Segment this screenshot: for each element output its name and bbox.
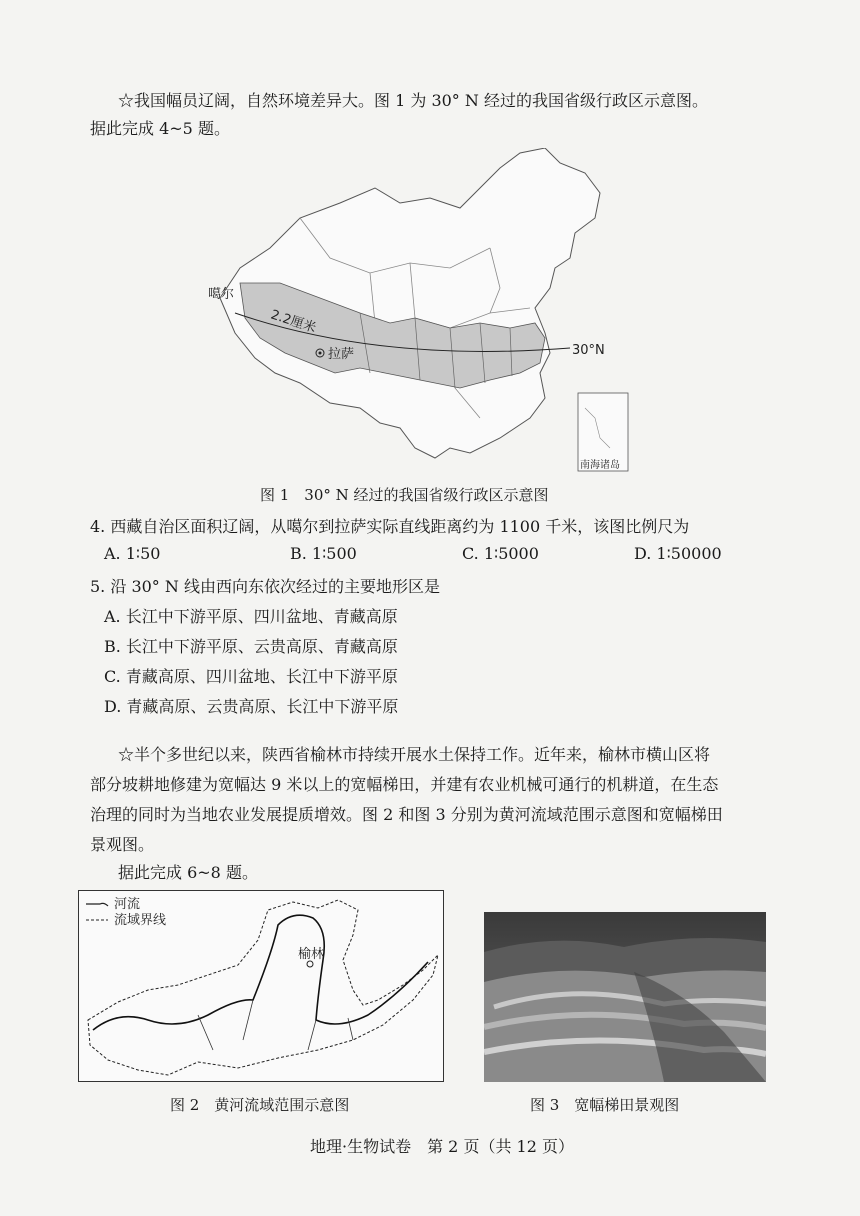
intro-paragraph-2-line-2: 部分坡耕地修建为宽幅达 9 米以上的宽幅梯田，并建有农业机械可通行的机耕道，在生态 [90,775,719,794]
q5-option-d: D. 青藏高原、云贵高原、长江中下游平原 [104,697,399,716]
figure3-caption: 图 3 宽幅梯田景观图 [530,1096,680,1114]
distance-label: 2.2厘米 [268,307,318,337]
figure3-terrace-photo [484,912,766,1082]
lasa-label: 拉萨 [328,347,355,362]
q4-option-a: A. 1∶50 [104,544,161,563]
intro-paragraph-2-line-1: ☆半个多世纪以来，陕西省榆林市持续开展水土保持工作。近年来，榆林市横山区将 [118,745,711,764]
question-4-stem: 4. 西藏自治区面积辽阔，从噶尔到拉萨实际直线距离约为 1100 千米，该图比例尺为 [90,517,690,536]
q4-option-d: D. 1∶50000 [634,544,722,563]
inset-label: 南海诸岛 [580,460,620,471]
intro-paragraph-2-line-4: 景观图。 [90,835,155,854]
page-footer: 地理·生物试卷 第 2 页（共 12 页） [310,1137,574,1156]
intro-task-1: 据此完成 4~5 题。 [90,119,230,138]
figure1-china-map [200,148,640,478]
intro-paragraph-1: ☆我国幅员辽阔，自然环境差异大。图 1 为 30° N 经过的我国省级行政区示意图。 [118,91,708,110]
q4-option-b: B. 1∶500 [290,544,357,563]
intro-paragraph-2-line-3: 治理的同时为当地农业发展提质增效。图 2 和图 3 分别为黄河流域范围示意图和宽幅梯田 [90,805,723,824]
figure2-yellow-river-map [78,890,444,1082]
intro-task-2: 据此完成 6~8 题。 [118,863,258,882]
question-5-stem: 5. 沿 30° N 线由西向东依次经过的主要地形区是 [90,577,440,596]
figure2-caption: 图 2 黄河流域范围示意图 [170,1096,350,1114]
q4-option-c: C. 1∶5000 [462,544,539,563]
figure1-caption: 图 1 30° N 经过的我国省级行政区示意图 [260,486,549,504]
latitude-label: 30°N [572,343,605,358]
q5-option-b: B. 长江中下游平原、云贵高原、青藏高原 [104,637,398,656]
legend-boundary-label: 流域界线 [114,913,167,928]
q5-option-c: C. 青藏高原、四川盆地、长江中下游平原 [104,667,398,686]
legend-river-label: 河流 [114,897,141,912]
q5-option-a: A. 长江中下游平原、四川盆地、青藏高原 [104,607,398,626]
yulin-label: 榆林 [298,947,325,962]
gaer-label: 噶尔 [208,287,235,302]
